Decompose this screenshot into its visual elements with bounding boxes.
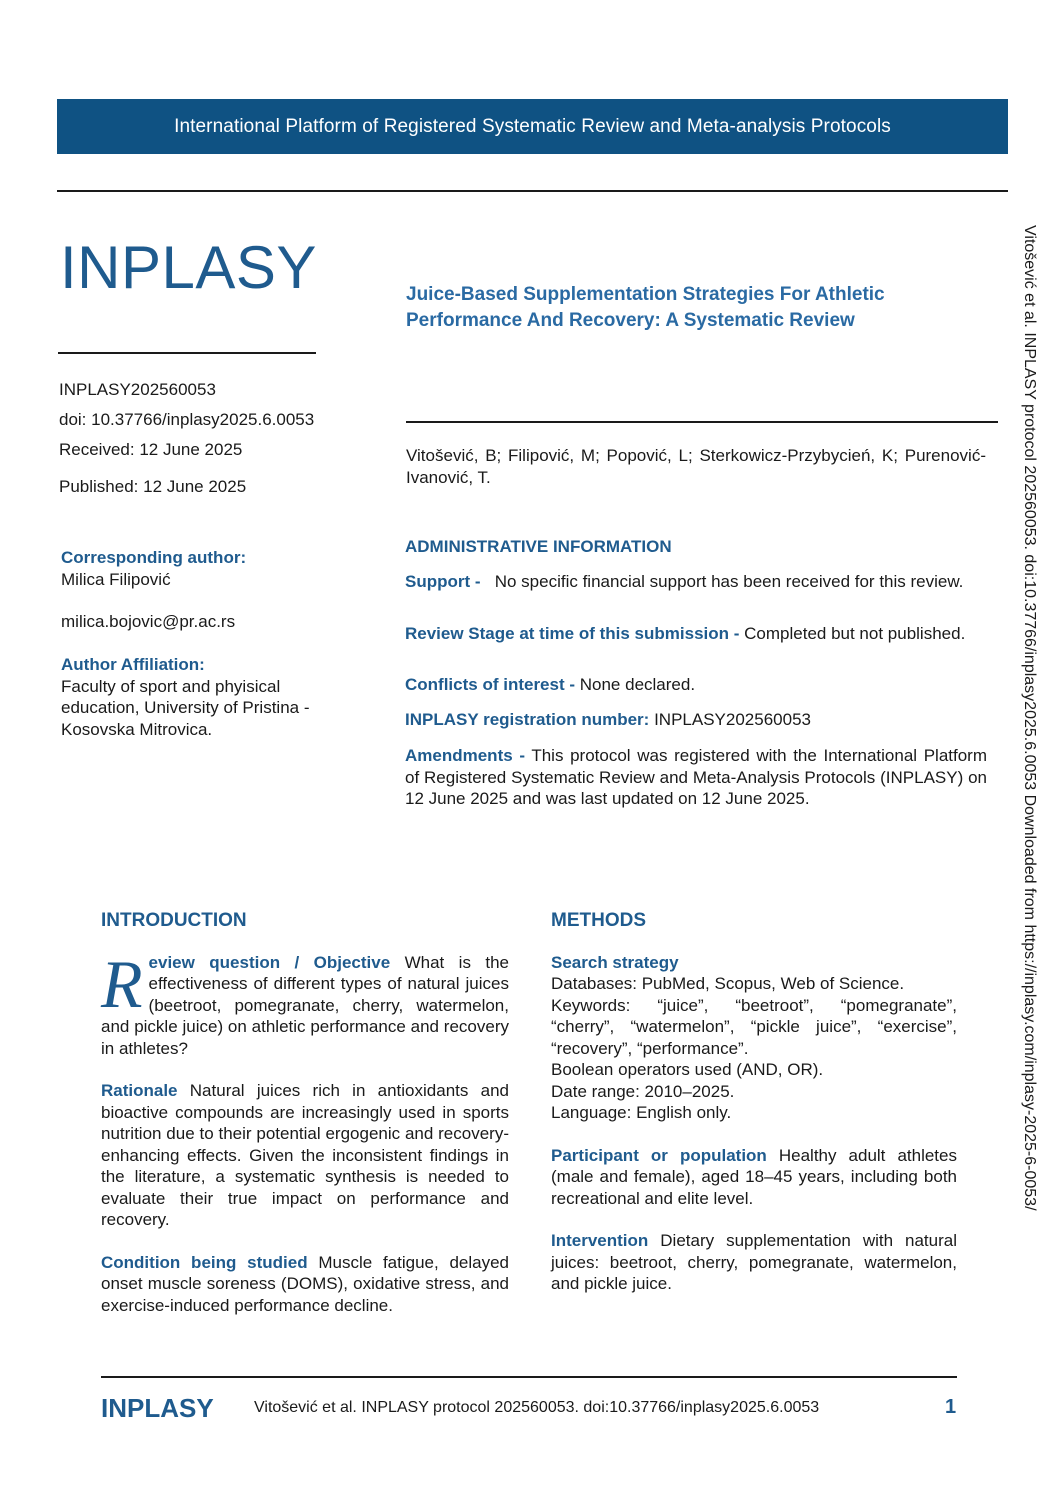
search-strategy-label: Search strategy	[551, 952, 679, 972]
rationale-label: Rationale	[101, 1081, 178, 1100]
header-rule	[57, 190, 1008, 192]
conflicts-label: Conflicts of interest -	[405, 675, 576, 694]
side-citation: Vitošević et al. INPLASY protocol 202560053. doi:10.37766/inplasy2025.6.0053 Downloaded from https://inplasy.com/inplasy-2025-6-0053/	[1021, 225, 1038, 1211]
corresponding-author-name: Milica Filipović	[61, 569, 171, 589]
corresponding-author-label: Corresponding author:	[61, 548, 247, 567]
page-number: 1	[945, 1396, 957, 1418]
footer-rule	[101, 1376, 957, 1378]
search-line: Date range: 2010–2025.	[551, 1081, 735, 1101]
participant-label: Participant or population	[551, 1145, 767, 1165]
participants	[551, 1145, 957, 1210]
registration-label: INPLASY registration number:	[405, 710, 650, 729]
rationale-text: Natural juices rich in antioxidants and bioactive compounds are increasingly used in sports nutrition due to their potential ergogenic and recovery-enhancing effects. Given the inconsistent findings in the literature, a systematic synthesis is needed to evaluate their true impact on performance and recovery.	[101, 1081, 509, 1229]
admin-amendments	[405, 745, 987, 810]
stage-text: Completed but not published.	[744, 624, 966, 643]
intervention	[551, 1230, 957, 1295]
affiliation-label: Author Affiliation:	[61, 655, 205, 674]
conflicts-text: None declared.	[579, 675, 696, 694]
registration-number: INPLASY202560053	[654, 710, 811, 729]
condition-text: Muscle fatigue, delayed onset muscle soreness (DOMS), oxidative stress, and exercise-induced performance decline.	[101, 1252, 510, 1315]
introduction-section	[101, 910, 509, 1316]
search-line: Databases: PubMed, Scopus, Web of Science.	[551, 974, 905, 993]
affiliation-text: Faculty of sport and phyisical education, University of Pristina - Kosovska Mitrovica.	[61, 676, 310, 739]
condition	[101, 1252, 509, 1317]
search-line: Boolean operators used (AND, OR).	[551, 1060, 824, 1079]
protocol-id: INPLASY202560053	[59, 380, 216, 399]
corresponding-author	[61, 547, 341, 590]
banner-text: International Platform of Registered Systematic Review and Meta-analysis Protocols	[174, 115, 891, 137]
admin-stage	[405, 625, 987, 643]
received-date: Received: 12 June 2025	[59, 440, 243, 459]
title-rule	[406, 421, 998, 423]
review-question-label: eview question / Objective	[148, 952, 391, 972]
review-question	[101, 945, 509, 1060]
search-line: Keywords: “juice”, “beetroot”, “pomegranate”, “cherry”, “watermelon”, “pickle juice”, “exercise”, “recovery”, “performance”.	[551, 995, 957, 1058]
author-affiliation	[61, 654, 341, 740]
published-date: Published: 12 June 2025	[59, 477, 247, 496]
introduction-heading: INTRODUCTION	[101, 910, 247, 931]
intervention-label: Intervention	[551, 1231, 649, 1250]
header-banner	[57, 99, 1008, 154]
stage-label: Review Stage at time of this submission -	[405, 624, 740, 643]
corresponding-email: milica.bojovic@pr.ac.rs	[61, 612, 236, 631]
methods-heading: METHODS	[551, 910, 646, 931]
condition-label: Condition being studied	[101, 1252, 308, 1272]
search-line: Language: English only.	[551, 1103, 732, 1122]
rationale	[101, 1080, 509, 1231]
admin-conflicts	[405, 676, 987, 694]
review-question-text: What is the effectiveness of different types of natural juices (beetroot, pomegranate, cherry, watermelon, and pickle juice) on athletic performance and recovery in athletes?	[101, 952, 509, 1058]
inplasy-logo: INPLASY	[60, 234, 317, 301]
amendments-label: Amendments -	[405, 746, 525, 765]
admin-heading: ADMINISTRATIVE INFORMATION	[405, 537, 672, 556]
support-label: Support -	[405, 572, 481, 591]
search-strategy	[551, 952, 957, 1124]
logo-rule	[58, 352, 316, 354]
intervention-text: Dietary supplementation with natural juices: beetroot, cherry, pomegranate, watermelon, and pickle juice.	[551, 1231, 957, 1293]
doi: doi: 10.37766/inplasy2025.6.0053	[59, 410, 315, 429]
admin-support	[405, 573, 987, 591]
methods-section	[551, 910, 957, 1295]
amendments-text: This protocol was registered with the International Platform of Registered Systematic Review and Meta-Analysis Protocols (INPLASY) on 12 June 2025 and was last updated on 12 June 2025.	[405, 746, 987, 808]
footer-logo: INPLASY	[101, 1393, 214, 1423]
author-list: Vitošević, B; Filipović, M; Popović, L; Sterkowicz-Przybycień, K; Purenović-Ivanović, T.	[406, 446, 986, 487]
footer-citation: Vitošević et al. INPLASY protocol 202560053. doi:10.37766/inplasy2025.6.0053	[254, 1399, 820, 1416]
drop-cap: R	[101, 945, 143, 1022]
participant-text: Healthy adult athletes (male and female), aged 18–45 years, including both recreational and elite level.	[551, 1145, 957, 1208]
paper-title: Juice-Based Supplementation Strategies For Athletic Performance And Recovery: A Systematic Review	[406, 284, 885, 331]
support-text: No specific financial support has been received for this review.	[494, 572, 964, 591]
admin-registration	[405, 711, 987, 729]
